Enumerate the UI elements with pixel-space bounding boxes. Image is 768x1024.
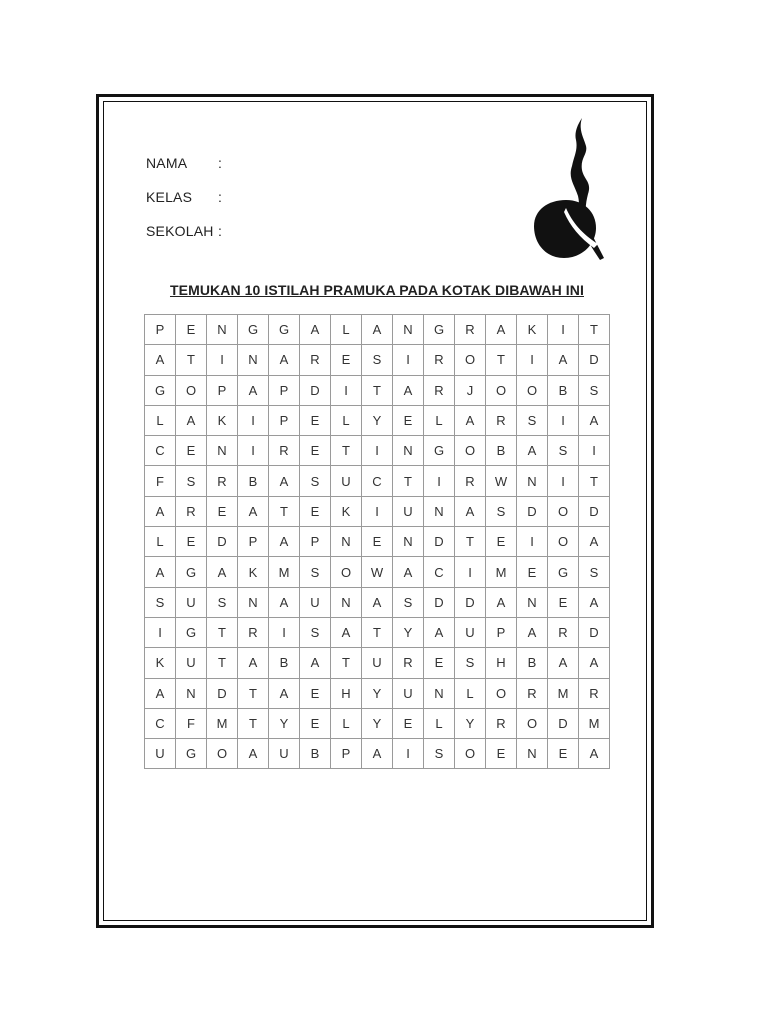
grid-cell[interactable]: D xyxy=(579,496,610,526)
grid-row xyxy=(145,678,610,708)
grid-cell[interactable]: I xyxy=(362,496,393,526)
grid-cell[interactable]: D xyxy=(455,587,486,617)
grid-cell[interactable]: L xyxy=(331,708,362,738)
grid-cell[interactable]: S xyxy=(579,557,610,587)
grid-cell[interactable]: N xyxy=(517,466,548,496)
grid-cell[interactable]: D xyxy=(579,345,610,375)
grid-cell[interactable]: H xyxy=(486,648,517,678)
grid-cell[interactable]: O xyxy=(176,375,207,405)
grid-cell[interactable]: R xyxy=(486,708,517,738)
grid-cell[interactable]: K xyxy=(207,405,238,435)
grid-cell[interactable]: A xyxy=(238,375,269,405)
grid-cell[interactable]: A xyxy=(300,648,331,678)
grid-cell[interactable]: A xyxy=(176,405,207,435)
grid-cell[interactable]: G xyxy=(548,557,579,587)
grid-cell[interactable]: A xyxy=(424,617,455,647)
grid-cell[interactable]: A xyxy=(238,739,269,769)
grid-cell[interactable]: N xyxy=(331,587,362,617)
grid-cell[interactable]: B xyxy=(486,436,517,466)
grid-cell[interactable]: S xyxy=(362,345,393,375)
grid-cell[interactable]: M xyxy=(548,678,579,708)
grid-cell[interactable]: E xyxy=(517,557,548,587)
grid-cell[interactable]: O xyxy=(548,527,579,557)
grid-cell[interactable]: I xyxy=(517,345,548,375)
grid-cell[interactable]: D xyxy=(424,527,455,557)
grid-row xyxy=(145,496,610,526)
grid-cell[interactable]: S xyxy=(393,587,424,617)
grid-cell[interactable]: E xyxy=(548,739,579,769)
grid-cell[interactable]: E xyxy=(207,496,238,526)
grid-row xyxy=(145,739,610,769)
grid-cell[interactable]: C xyxy=(362,466,393,496)
grid-cell[interactable]: T xyxy=(176,345,207,375)
grid-cell[interactable]: B xyxy=(238,466,269,496)
grid-row xyxy=(145,405,610,435)
grid-cell[interactable]: L xyxy=(331,405,362,435)
grid-cell[interactable]: G xyxy=(424,436,455,466)
grid-cell[interactable]: P xyxy=(145,315,176,345)
grid-cell[interactable]: I xyxy=(424,466,455,496)
grid-cell[interactable]: T xyxy=(207,648,238,678)
grid-cell[interactable]: G xyxy=(424,315,455,345)
word-search-grid xyxy=(144,314,610,769)
grid-cell[interactable]: G xyxy=(238,315,269,345)
grid-cell[interactable]: U xyxy=(145,739,176,769)
grid-cell[interactable]: A xyxy=(269,678,300,708)
grid-cell[interactable]: C xyxy=(145,436,176,466)
grid-cell[interactable]: L xyxy=(424,405,455,435)
grid-cell[interactable]: L xyxy=(331,315,362,345)
grid-cell[interactable]: A xyxy=(362,315,393,345)
grid-cell[interactable]: O xyxy=(486,375,517,405)
grid-cell[interactable]: R xyxy=(517,678,548,708)
grid-cell[interactable]: I xyxy=(393,345,424,375)
grid-cell[interactable]: A xyxy=(579,587,610,617)
grid-cell[interactable]: N xyxy=(207,436,238,466)
grid-cell[interactable]: D xyxy=(300,375,331,405)
school-field xyxy=(146,214,223,248)
grid-cell[interactable]: B xyxy=(269,648,300,678)
grid-cell[interactable]: P xyxy=(486,617,517,647)
grid-cell[interactable]: A xyxy=(238,496,269,526)
grid-cell[interactable]: I xyxy=(331,375,362,405)
grid-cell[interactable]: W xyxy=(362,557,393,587)
grid-cell[interactable]: S xyxy=(145,587,176,617)
grid-cell[interactable]: U xyxy=(393,678,424,708)
grid-cell[interactable]: A xyxy=(486,315,517,345)
grid-cell[interactable]: E xyxy=(393,708,424,738)
grid-row xyxy=(145,375,610,405)
grid-cell[interactable]: U xyxy=(176,648,207,678)
grid-row xyxy=(145,708,610,738)
grid-cell[interactable]: A xyxy=(269,466,300,496)
grid-cell[interactable]: R xyxy=(455,315,486,345)
grid-cell[interactable]: O xyxy=(548,496,579,526)
grid-cell[interactable]: T xyxy=(331,436,362,466)
grid-cell[interactable]: O xyxy=(455,436,486,466)
grid-row xyxy=(145,557,610,587)
grid-cell[interactable]: A xyxy=(145,345,176,375)
grid-cell[interactable]: C xyxy=(145,708,176,738)
grid-cell[interactable]: I xyxy=(362,436,393,466)
grid-row xyxy=(145,527,610,557)
grid-cell[interactable]: A xyxy=(362,739,393,769)
grid-cell[interactable]: T xyxy=(362,375,393,405)
grid-cell[interactable]: O xyxy=(331,557,362,587)
grid-cell[interactable]: I xyxy=(269,617,300,647)
grid-cell[interactable]: A xyxy=(517,436,548,466)
grid-cell[interactable]: I xyxy=(548,315,579,345)
grid-cell[interactable]: E xyxy=(331,345,362,375)
grid-cell[interactable]: S xyxy=(207,587,238,617)
grid-cell[interactable]: R xyxy=(393,648,424,678)
grid-cell[interactable]: S xyxy=(424,739,455,769)
grid-cell[interactable]: A xyxy=(362,587,393,617)
grid-cell[interactable]: M xyxy=(486,557,517,587)
grid-row xyxy=(145,617,610,647)
grid-cell[interactable]: F xyxy=(176,708,207,738)
grid-cell[interactable]: E xyxy=(362,527,393,557)
grid-cell[interactable]: I xyxy=(455,557,486,587)
grid-cell[interactable]: R xyxy=(424,345,455,375)
grid-row xyxy=(145,466,610,496)
grid-cell[interactable]: A xyxy=(145,678,176,708)
grid-cell[interactable]: T xyxy=(362,617,393,647)
grid-cell[interactable]: A xyxy=(579,739,610,769)
grid-cell[interactable]: D xyxy=(548,708,579,738)
grid-cell[interactable]: Y xyxy=(455,708,486,738)
student-info-fields xyxy=(146,146,223,248)
tunas-kelapa-icon xyxy=(526,112,612,268)
grid-cell[interactable]: M xyxy=(269,557,300,587)
grid-cell[interactable]: T xyxy=(331,648,362,678)
grid-cell[interactable]: I xyxy=(145,617,176,647)
grid-cell[interactable]: P xyxy=(331,739,362,769)
grid-cell[interactable]: W xyxy=(486,466,517,496)
grid-cell[interactable]: K xyxy=(331,496,362,526)
grid-cell[interactable]: R xyxy=(207,466,238,496)
grid-cell[interactable]: R xyxy=(548,617,579,647)
grid-cell[interactable]: T xyxy=(579,315,610,345)
name-label: NAMA xyxy=(146,155,188,171)
grid-cell[interactable]: S xyxy=(517,405,548,435)
grid-cell[interactable]: P xyxy=(207,375,238,405)
grid-cell[interactable]: P xyxy=(238,527,269,557)
grid-cell[interactable]: N xyxy=(176,678,207,708)
grid-cell[interactable]: J xyxy=(455,375,486,405)
grid-cell[interactable]: A xyxy=(517,617,548,647)
grid-cell[interactable]: Y xyxy=(362,405,393,435)
grid-cell[interactable]: I xyxy=(517,527,548,557)
grid-cell[interactable]: T xyxy=(269,496,300,526)
grid-cell[interactable]: U xyxy=(331,466,362,496)
grid-cell[interactable]: A xyxy=(579,527,610,557)
grid-cell[interactable]: I xyxy=(548,405,579,435)
grid-cell[interactable]: E xyxy=(176,436,207,466)
grid-cell[interactable]: A xyxy=(486,587,517,617)
grid-cell[interactable]: S xyxy=(486,496,517,526)
grid-cell[interactable]: O xyxy=(455,739,486,769)
grid-cell[interactable]: F xyxy=(145,466,176,496)
name-field xyxy=(146,146,223,180)
grid-cell[interactable]: N xyxy=(517,587,548,617)
grid-cell[interactable]: N xyxy=(424,678,455,708)
grid-cell[interactable]: G xyxy=(269,315,300,345)
grid-cell[interactable]: E xyxy=(176,527,207,557)
grid-cell[interactable]: S xyxy=(176,466,207,496)
grid-row xyxy=(145,436,610,466)
grid-cell[interactable]: E xyxy=(300,496,331,526)
grid-cell[interactable]: U xyxy=(300,587,331,617)
grid-cell[interactable]: T xyxy=(238,678,269,708)
grid-cell[interactable]: D xyxy=(517,496,548,526)
grid-cell[interactable]: U xyxy=(176,587,207,617)
grid-cell[interactable]: R xyxy=(424,375,455,405)
grid-cell[interactable]: A xyxy=(269,527,300,557)
grid-cell[interactable]: K xyxy=(145,648,176,678)
grid-cell[interactable]: A xyxy=(455,405,486,435)
class-field xyxy=(146,180,223,214)
grid-cell[interactable]: A xyxy=(579,405,610,435)
grid-cell[interactable]: Y xyxy=(393,617,424,647)
grid-cell[interactable]: L xyxy=(424,708,455,738)
grid-row xyxy=(145,648,610,678)
grid-cell[interactable]: S xyxy=(300,617,331,647)
grid-cell[interactable]: N xyxy=(517,739,548,769)
school-label: SEKOLAH xyxy=(146,223,214,239)
grid-cell[interactable]: L xyxy=(145,527,176,557)
grid-cell[interactable]: P xyxy=(269,405,300,435)
grid-cell[interactable]: S xyxy=(300,466,331,496)
grid-cell[interactable]: E xyxy=(424,648,455,678)
grid-cell[interactable]: T xyxy=(207,617,238,647)
grid-cell[interactable]: R xyxy=(176,496,207,526)
grid-cell[interactable]: A xyxy=(145,496,176,526)
grid-cell[interactable]: E xyxy=(393,405,424,435)
name-colon: : xyxy=(218,155,223,171)
grid-cell[interactable]: K xyxy=(517,315,548,345)
grid-cell[interactable]: B xyxy=(548,375,579,405)
class-colon: : xyxy=(218,189,223,205)
grid-cell[interactable]: N xyxy=(238,587,269,617)
instruction-title: TEMUKAN 10 ISTILAH PRAMUKA PADA KOTAK DIBAWAH INI xyxy=(169,282,584,298)
grid-cell[interactable]: E xyxy=(300,405,331,435)
grid-cell[interactable]: G xyxy=(176,557,207,587)
grid-cell[interactable]: A xyxy=(269,345,300,375)
grid-cell[interactable]: A xyxy=(300,315,331,345)
grid-cell[interactable]: R xyxy=(455,466,486,496)
grid-cell[interactable]: E xyxy=(300,678,331,708)
grid-cell[interactable]: I xyxy=(393,739,424,769)
grid-cell[interactable]: U xyxy=(362,648,393,678)
grid-cell[interactable]: A xyxy=(548,345,579,375)
grid-cell[interactable]: T xyxy=(238,708,269,738)
grid-cell[interactable]: T xyxy=(486,345,517,375)
grid-cell[interactable]: R xyxy=(238,617,269,647)
grid-cell[interactable]: U xyxy=(455,617,486,647)
grid-cell[interactable]: R xyxy=(300,345,331,375)
grid-cell[interactable]: R xyxy=(269,436,300,466)
grid-cell[interactable]: N xyxy=(331,527,362,557)
grid-cell[interactable]: G xyxy=(176,739,207,769)
grid-cell[interactable]: G xyxy=(145,375,176,405)
grid-cell[interactable]: O xyxy=(455,345,486,375)
grid-cell[interactable]: S xyxy=(548,436,579,466)
grid-cell[interactable]: I xyxy=(548,466,579,496)
grid-cell[interactable]: E xyxy=(176,315,207,345)
grid-cell[interactable]: N xyxy=(424,496,455,526)
grid-cell[interactable]: D xyxy=(579,617,610,647)
grid-cell[interactable]: E xyxy=(300,708,331,738)
grid-cell[interactable]: T xyxy=(455,527,486,557)
grid-cell[interactable]: B xyxy=(300,739,331,769)
grid-cell[interactable]: I xyxy=(238,436,269,466)
grid-cell[interactable]: C xyxy=(424,557,455,587)
grid-cell[interactable]: T xyxy=(393,466,424,496)
grid-cell[interactable]: Y xyxy=(362,708,393,738)
grid-cell[interactable]: K xyxy=(238,557,269,587)
grid-cell[interactable]: O xyxy=(207,739,238,769)
grid-cell[interactable]: O xyxy=(486,678,517,708)
grid-cell[interactable]: H xyxy=(331,678,362,708)
grid-cell[interactable]: I xyxy=(207,345,238,375)
grid-cell[interactable]: U xyxy=(269,739,300,769)
grid-cell[interactable]: A xyxy=(269,587,300,617)
grid-cell[interactable]: N xyxy=(393,315,424,345)
grid-cell[interactable]: A xyxy=(145,557,176,587)
grid-cell[interactable]: A xyxy=(393,557,424,587)
grid-cell[interactable]: N xyxy=(393,436,424,466)
grid-cell[interactable]: R xyxy=(579,678,610,708)
grid-cell[interactable]: S xyxy=(300,557,331,587)
grid-cell[interactable]: E xyxy=(548,587,579,617)
grid-cell[interactable]: E xyxy=(486,739,517,769)
grid-cell[interactable]: T xyxy=(579,466,610,496)
grid-cell[interactable]: N xyxy=(238,345,269,375)
grid-row xyxy=(145,315,610,345)
grid-cell[interactable]: B xyxy=(517,648,548,678)
grid-cell[interactable]: A xyxy=(579,648,610,678)
grid-cell[interactable]: A xyxy=(548,648,579,678)
grid-cell[interactable]: P xyxy=(300,527,331,557)
grid-cell[interactable]: A xyxy=(393,375,424,405)
grid-cell[interactable]: M xyxy=(207,708,238,738)
grid-cell[interactable]: U xyxy=(393,496,424,526)
grid-cell[interactable]: A xyxy=(455,496,486,526)
class-label: KELAS xyxy=(146,189,193,205)
grid-cell[interactable]: A xyxy=(331,617,362,647)
grid-cell[interactable]: O xyxy=(517,708,548,738)
grid-cell[interactable]: L xyxy=(455,678,486,708)
grid-cell[interactable]: S xyxy=(455,648,486,678)
grid-cell[interactable]: O xyxy=(517,375,548,405)
grid-row xyxy=(145,587,610,617)
grid-cell[interactable]: L xyxy=(145,405,176,435)
grid-cell[interactable]: Y xyxy=(269,708,300,738)
grid-cell[interactable]: N xyxy=(393,527,424,557)
grid-cell[interactable]: D xyxy=(207,527,238,557)
grid-cell[interactable]: I xyxy=(579,436,610,466)
grid-cell[interactable]: I xyxy=(238,405,269,435)
grid-cell[interactable]: S xyxy=(579,375,610,405)
grid-cell[interactable]: Y xyxy=(362,678,393,708)
grid-cell[interactable]: A xyxy=(238,648,269,678)
grid-cell[interactable]: D xyxy=(207,678,238,708)
grid-cell[interactable]: R xyxy=(486,405,517,435)
grid-cell[interactable]: M xyxy=(579,708,610,738)
grid-cell[interactable]: P xyxy=(269,375,300,405)
school-colon: : xyxy=(218,223,223,239)
grid-cell[interactable]: E xyxy=(300,436,331,466)
grid-cell[interactable]: A xyxy=(207,557,238,587)
grid-cell[interactable]: E xyxy=(486,527,517,557)
grid-row xyxy=(145,345,610,375)
grid-cell[interactable]: N xyxy=(207,315,238,345)
grid-cell[interactable]: G xyxy=(176,617,207,647)
grid-cell[interactable]: D xyxy=(424,587,455,617)
